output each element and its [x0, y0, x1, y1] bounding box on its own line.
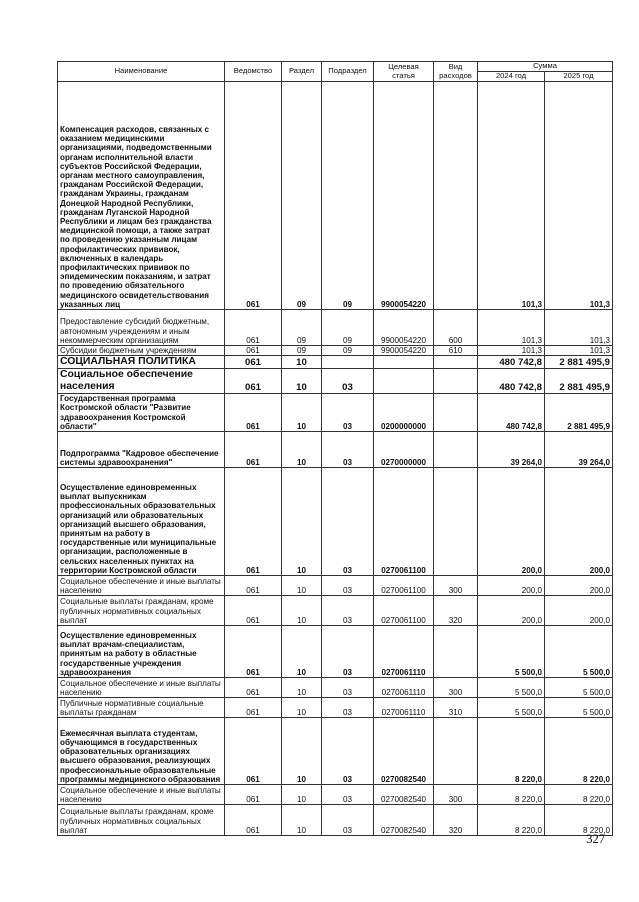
row-sum-2024: 8 220,0 — [478, 805, 545, 836]
table-row — [58, 596, 613, 626]
row-sum-2025: 5 500,0 — [545, 698, 613, 718]
row-subsection: 03 — [322, 432, 374, 468]
row-section: 10 — [282, 576, 322, 596]
row-target: 0270061100 — [374, 468, 434, 576]
row-subsection: 03 — [322, 718, 374, 785]
row-name: Осуществление единовременных выплат выпускникам профессиональных образовательных организаций или образовательных организаций высшего образования, принятым на работу в государственные или муниципальные организации, расположенные в сельских населенных пунктах на территории Костромской области — [58, 468, 225, 576]
row-subsection: 03 — [322, 468, 374, 576]
row-sum-2024: 8 220,0 — [478, 718, 545, 785]
row-name: Предоставление субсидий бюджетным, автономным учреждениям и иным некоммерческим организациям — [58, 310, 225, 346]
row-section: 10 — [282, 805, 322, 836]
row-sum-2024: 101,3 — [478, 346, 545, 356]
row-department: 061 — [225, 468, 282, 576]
row-subsection: 09 — [322, 310, 374, 346]
row-target: 9900054220 — [374, 346, 434, 356]
row-section: 10 — [282, 785, 322, 805]
table-row — [58, 718, 613, 785]
row-sum-2025: 101,3 — [545, 310, 613, 346]
row-department: 061 — [225, 432, 282, 468]
table-row — [58, 82, 613, 310]
header-year-2025: 2025 год — [545, 72, 613, 82]
row-expense-type: 300 — [434, 785, 478, 805]
row-sum-2024: 480 742,8 — [478, 369, 545, 394]
row-expense-type — [434, 369, 478, 394]
table-row — [58, 678, 613, 698]
row-expense-type — [434, 718, 478, 785]
row-expense-type — [434, 356, 478, 369]
row-target — [374, 369, 434, 394]
row-department: 061 — [225, 369, 282, 394]
row-name: Публичные нормативные социальные выплаты гражданам — [58, 698, 225, 718]
row-department: 061 — [225, 626, 282, 678]
table-row — [58, 576, 613, 596]
row-sum-2024: 480 742,8 — [478, 394, 545, 432]
row-target — [374, 356, 434, 369]
row-sum-2025: 200,0 — [545, 468, 613, 576]
header-year-2024: 2024 год — [478, 72, 545, 82]
table-row — [58, 698, 613, 718]
row-subsection: 09 — [322, 82, 374, 310]
row-section: 10 — [282, 678, 322, 698]
row-expense-type: 300 — [434, 678, 478, 698]
row-target: 0200000000 — [374, 394, 434, 432]
row-sum-2025: 8 220,0 — [545, 785, 613, 805]
row-sum-2025: 5 500,0 — [545, 626, 613, 678]
row-section: 10 — [282, 356, 322, 369]
row-sum-2024: 101,3 — [478, 82, 545, 310]
row-target: 0270061110 — [374, 678, 434, 698]
table-row — [58, 394, 613, 432]
row-expense-type — [434, 82, 478, 310]
row-name: Социальное обеспечение и иные выплаты населению — [58, 785, 225, 805]
row-name: Подпрограмма "Кадровое обеспечение системы здравоохранения" — [58, 432, 225, 468]
row-subsection: 03 — [322, 698, 374, 718]
row-section: 10 — [282, 394, 322, 432]
row-subsection: 03 — [322, 576, 374, 596]
header-target: Целевая статья — [374, 62, 434, 82]
table-row — [58, 468, 613, 576]
header-sum: Сумма — [478, 62, 613, 72]
row-expense-type — [434, 626, 478, 678]
table-row — [58, 310, 613, 346]
row-sum-2025: 101,3 — [545, 82, 613, 310]
row-subsection: 03 — [322, 678, 374, 698]
row-sum-2024: 480 742,8 — [478, 356, 545, 369]
row-section: 09 — [282, 82, 322, 310]
row-name: Ежемесячная выплата студентам, обучающимся в государственных образовательных организациях высшего образования, реализующих профессиональные образовательные программы медицинского образования — [58, 718, 225, 785]
row-expense-type: 310 — [434, 698, 478, 718]
row-sum-2025: 8 220,0 — [545, 805, 613, 836]
row-sum-2025: 200,0 — [545, 576, 613, 596]
row-sum-2025: 2 881 495,9 — [545, 394, 613, 432]
page-number: 327 — [586, 832, 605, 846]
table-row — [58, 369, 613, 394]
row-target: 0270061110 — [374, 626, 434, 678]
row-sum-2024: 200,0 — [478, 596, 545, 626]
row-subsection: 03 — [322, 394, 374, 432]
row-section: 10 — [282, 432, 322, 468]
row-subsection: 03 — [322, 369, 374, 394]
row-expense-type — [434, 468, 478, 576]
row-expense-type: 320 — [434, 596, 478, 626]
row-sum-2024: 200,0 — [478, 576, 545, 596]
row-sum-2024: 8 220,0 — [478, 785, 545, 805]
row-department: 061 — [225, 576, 282, 596]
row-expense-type — [434, 394, 478, 432]
row-target: 0270061100 — [374, 576, 434, 596]
row-expense-type: 600 — [434, 310, 478, 346]
row-department: 061 — [225, 718, 282, 785]
row-section: 10 — [282, 596, 322, 626]
row-subsection: 03 — [322, 805, 374, 836]
table-row — [58, 626, 613, 678]
header-department: Ведомство — [225, 62, 282, 82]
row-sum-2025: 2 881 495,9 — [545, 369, 613, 394]
row-subsection: 03 — [322, 596, 374, 626]
row-name: Социальное обеспечение и иные выплаты населению — [58, 678, 225, 698]
table-row — [58, 805, 613, 836]
row-name: Социальное обеспечение населения — [58, 369, 225, 394]
row-department: 061 — [225, 356, 282, 369]
budget-table — [57, 61, 613, 836]
row-name: СОЦИАЛЬНАЯ ПОЛИТИКА — [58, 356, 225, 369]
row-subsection — [322, 356, 374, 369]
table-row — [58, 432, 613, 468]
row-section: 10 — [282, 626, 322, 678]
row-name: Компенсация расходов, связанных с оказанием медицинскими организациями, подведомственными органам исполнительной власти субъектов Российской Федерации, органам местного самоуправления, гражданам Российской Федерации, гражданам Украины, гражданам Донецкой Народной Республики, гражданам Луганской Народной Республики и лицам без гражданства медицинской помощи, а также затрат по проведению указанным лицам профилактических прививок, включенных в календарь профилактических прививок по эпидемическим показаниям, и затрат по проведению обязательного медицинского освидетельствования указанных лиц — [58, 82, 225, 310]
row-sum-2024: 5 500,0 — [478, 626, 545, 678]
row-section: 10 — [282, 718, 322, 785]
row-section: 10 — [282, 369, 322, 394]
row-name: Осуществление единовременных выплат врачам-специалистам, принятым на работу в областные государственные учреждения здравоохранения — [58, 626, 225, 678]
row-subsection: 09 — [322, 346, 374, 356]
row-name: Социальные выплаты гражданам, кроме публичных нормативных социальных выплат — [58, 596, 225, 626]
row-sum-2025: 8 220,0 — [545, 718, 613, 785]
header-subsection: Подраздел — [322, 62, 374, 82]
row-sum-2025: 200,0 — [545, 596, 613, 626]
row-department: 061 — [225, 82, 282, 310]
row-department: 061 — [225, 310, 282, 346]
row-target: 0270082540 — [374, 718, 434, 785]
row-department: 061 — [225, 596, 282, 626]
row-target: 0270082540 — [374, 805, 434, 836]
row-sum-2024: 101,3 — [478, 310, 545, 346]
budget-page — [57, 61, 612, 836]
row-sum-2024: 200,0 — [478, 468, 545, 576]
row-department: 061 — [225, 698, 282, 718]
row-name: Социальные выплаты гражданам, кроме публичных нормативных социальных выплат — [58, 805, 225, 836]
row-expense-type: 320 — [434, 805, 478, 836]
row-target: 0270061100 — [374, 596, 434, 626]
row-target: 0270000000 — [374, 432, 434, 468]
row-target: 0270061110 — [374, 698, 434, 718]
row-sum-2024: 5 500,0 — [478, 698, 545, 718]
row-section: 10 — [282, 698, 322, 718]
header-section: Раздел — [282, 62, 322, 82]
row-expense-type — [434, 432, 478, 468]
row-department: 061 — [225, 805, 282, 836]
row-section: 09 — [282, 310, 322, 346]
row-department: 061 — [225, 785, 282, 805]
row-sum-2025: 2 881 495,9 — [545, 356, 613, 369]
table-row — [58, 356, 613, 369]
table-row — [58, 785, 613, 805]
row-sum-2024: 5 500,0 — [478, 678, 545, 698]
row-expense-type: 300 — [434, 576, 478, 596]
row-target: 9900054220 — [374, 82, 434, 310]
row-sum-2024: 39 264,0 — [478, 432, 545, 468]
row-section: 09 — [282, 346, 322, 356]
row-target: 0270082540 — [374, 785, 434, 805]
row-department: 061 — [225, 394, 282, 432]
row-name: Социальное обеспечение и иные выплаты населению — [58, 576, 225, 596]
row-sum-2025: 39 264,0 — [545, 432, 613, 468]
row-sum-2025: 101,3 — [545, 346, 613, 356]
row-name: Государственная программа Костромской области "Развитие здравоохранения Костромской области" — [58, 394, 225, 432]
row-subsection: 03 — [322, 785, 374, 805]
row-section: 10 — [282, 468, 322, 576]
row-subsection: 03 — [322, 626, 374, 678]
row-target: 9900054220 — [374, 310, 434, 346]
header-name: Наименование — [58, 62, 225, 82]
table-row — [58, 346, 613, 356]
row-department: 061 — [225, 346, 282, 356]
row-sum-2025: 5 500,0 — [545, 678, 613, 698]
row-department: 061 — [225, 678, 282, 698]
row-name: Субсидии бюджетным учреждениям — [58, 346, 225, 356]
header-expense-type: Вид расходов — [434, 62, 478, 82]
row-expense-type: 610 — [434, 346, 478, 356]
